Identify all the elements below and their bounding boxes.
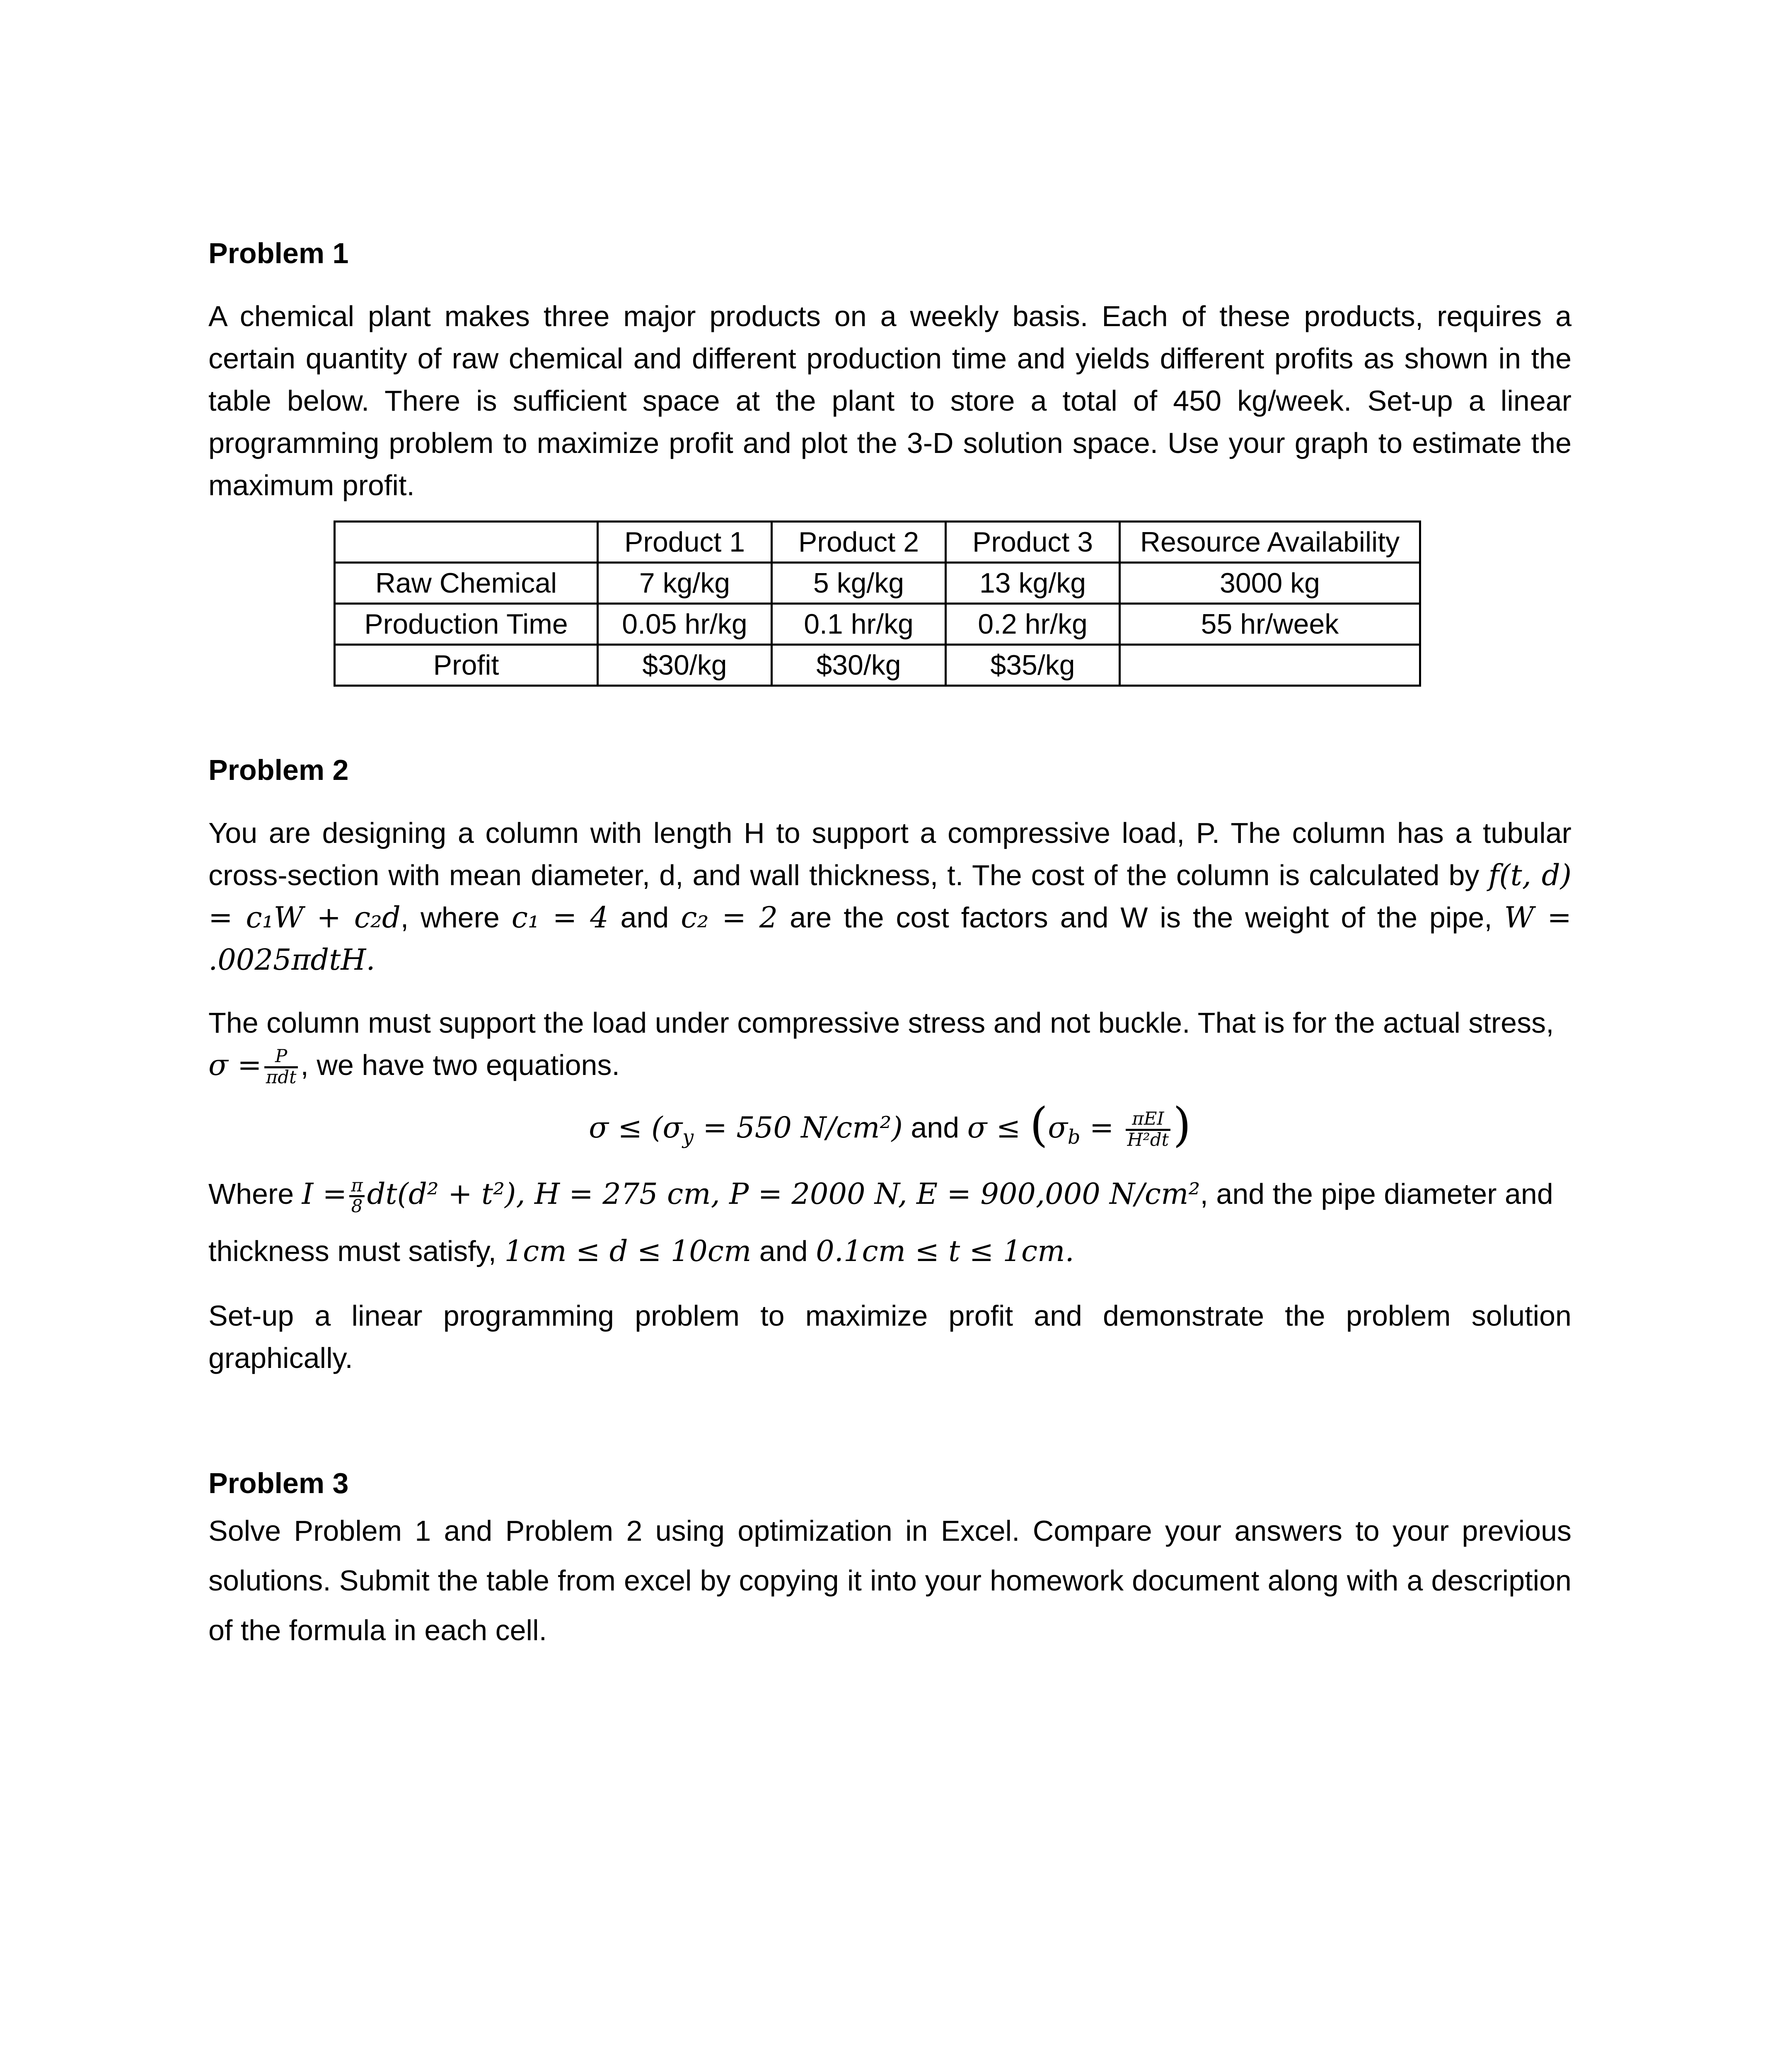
problem1-heading: Problem 1 (208, 237, 349, 269)
table-cell: 0.2 hr/kg (946, 604, 1120, 645)
c1-value: c₁ = 4 (511, 900, 609, 934)
eq-and: and (902, 1111, 967, 1144)
text: Where (208, 1178, 302, 1210)
parameters: dt(d² + t²), H = 275 cm, P = 2000 N, E = 900,000 N/cm² (367, 1177, 1200, 1211)
table-cell: 55 hr/week (1120, 604, 1420, 645)
table-cell: 0.05 hr/kg (598, 604, 772, 645)
table-header-row (335, 522, 1420, 563)
fraction-denominator: πdt (266, 1067, 297, 1088)
table-cell: 13 kg/kg (946, 563, 1120, 604)
problem2-paragraph-1 (208, 812, 1571, 981)
text: , and the pipe diameter and thickness must satisfy, (208, 1178, 1553, 1268)
table-cell: $35/kg (946, 645, 1120, 686)
table-cell: 3000 kg (1120, 563, 1420, 604)
text: , we have two equations. (300, 1049, 620, 1081)
table-header-cell: Product 2 (772, 522, 946, 563)
table-cell: Profit (335, 645, 598, 686)
paren-close: ) (1173, 1098, 1191, 1152)
stress-fraction (264, 1047, 298, 1087)
table-header-cell (335, 522, 598, 563)
table-cell: 0.1 hr/kg (772, 604, 946, 645)
eq-sub-y: y (682, 1126, 694, 1149)
table-row (335, 563, 1420, 604)
stress-equation (208, 1098, 1571, 1152)
pi-over-8-fraction (349, 1176, 365, 1216)
table-header-cell: Resource Availability (1120, 522, 1420, 563)
fraction-denominator: 8 (351, 1196, 363, 1217)
table-cell: 7 kg/kg (598, 563, 772, 604)
text: and (751, 1235, 816, 1268)
inertia-symbol: I = (302, 1177, 347, 1211)
problem2-paragraph-2 (208, 1002, 1571, 1087)
diameter-range: 1cm ≤ d ≤ 10cm (504, 1234, 752, 1268)
problem2-paragraph-4: Set-up a linear programming problem to maximize profit and demonstrate the problem solution graphically. (208, 1300, 1571, 1375)
text: The column must support the load under compressive stress and not buckle. That is for the actual stress, (208, 1007, 1554, 1039)
table-cell: Raw Chemical (335, 563, 598, 604)
fraction-numerator: πEI (1126, 1110, 1170, 1131)
eq-left: σ ≤ (σ (589, 1110, 683, 1145)
text: You are designing a column with length H to support a compressive load, P. The column has a tubular cross-section with mean diameter, d, and wall thickness, t. The cost of the column is calculated by (208, 817, 1571, 891)
paren-open: ( (1030, 1098, 1048, 1152)
cost-function: f(t, d) = c₁W + c₂d (208, 858, 1572, 934)
eq-right: σ ≤ (967, 1110, 1030, 1145)
document-page (208, 232, 1571, 1655)
table-header-cell: Product 1 (598, 522, 772, 563)
fraction-denominator: H²dt (1127, 1129, 1169, 1150)
eq-sigma-b: σ (1048, 1110, 1068, 1145)
table-cell: $30/kg (598, 645, 772, 686)
fraction-numerator: π (349, 1176, 365, 1198)
table-cell (1120, 645, 1420, 686)
eq-yield: = 550 N/cm²) (694, 1110, 903, 1145)
sigma-symbol: σ = (208, 1048, 262, 1082)
problem3-heading: Problem 3 (208, 1467, 349, 1500)
problem2-paragraph-3 (208, 1165, 1571, 1280)
table-cell: 5 kg/kg (772, 563, 946, 604)
table-row (335, 645, 1420, 686)
weight-formula: W = .0025πdtH. (208, 900, 1571, 977)
eq-sub-b: b (1068, 1126, 1081, 1149)
table-row (335, 604, 1420, 645)
fraction-numerator: P (264, 1047, 298, 1068)
thickness-range: 0.1cm ≤ t ≤ 1cm. (816, 1234, 1074, 1268)
table-cell: Production Time (335, 604, 598, 645)
text: are the cost factors and W is the weight of the pipe, (778, 901, 1504, 934)
c2-value: c₂ = 2 (681, 900, 778, 934)
problem3-text: Solve Problem 1 and Problem 2 using optimization in Excel. Compare your answers to your previous solutions. Submit the table from excel by copying it into your homework document along with a description of the formula in each cell. (208, 1515, 1571, 1647)
problem1-text: A chemical plant makes three major products on a weekly basis. Each of these products, requires a certain quantity of raw chemical and different production time and yields different profits as shown in the table below. There is sufficient space at the plant to store a total of 450 kg/week. Set-up a linear programming problem to maximize profit and plot the 3-D solution space. Use your graph to estimate the maximum profit. (208, 300, 1571, 501)
problem2-heading: Problem 2 (208, 754, 349, 786)
buckling-fraction (1126, 1110, 1170, 1150)
resource-table (334, 520, 1421, 687)
text: and (608, 901, 681, 934)
text: , where (400, 901, 512, 934)
table-cell: $30/kg (772, 645, 946, 686)
eq-equals: = (1080, 1110, 1123, 1145)
table-header-cell: Product 3 (946, 522, 1120, 563)
